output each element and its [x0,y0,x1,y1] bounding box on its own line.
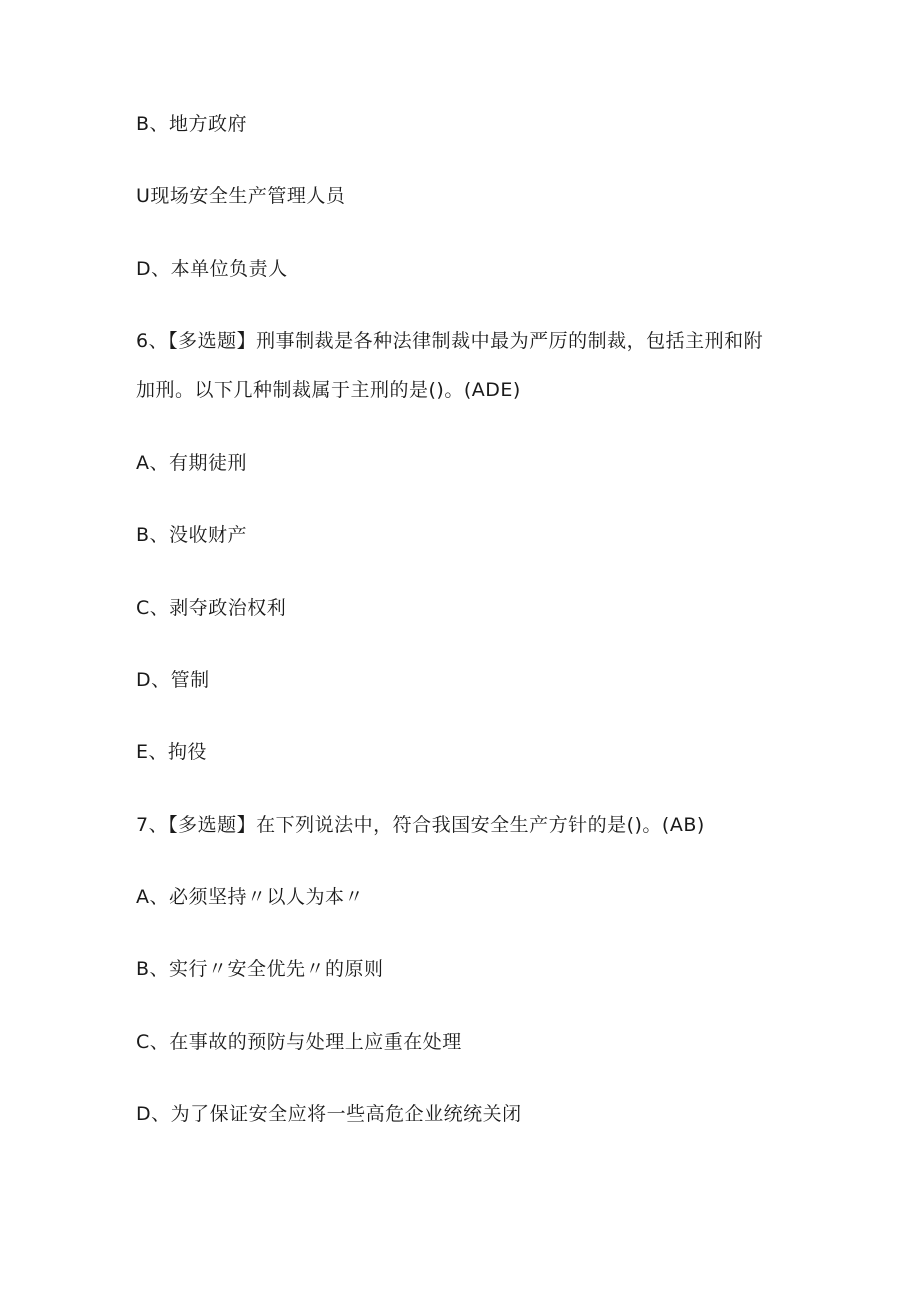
q5-option-c: U现场安全生产管理人员 [136,185,346,207]
q6-option-c: C、剥夺政治权利 [136,597,287,619]
q7-option-c: C、在事故的预防与处理上应重在处理 [136,1031,462,1053]
q5-option-d: D、本单位负责人 [136,258,288,280]
q6-option-b: B、没收财产 [136,524,248,546]
q7-option-d: D、为了保证安全应将一些高危企业统统关闭 [136,1103,522,1125]
q6-option-d: D、管制 [136,669,210,691]
q7-option-a: A、必须坚持〃以人为本〃 [136,886,364,908]
q7-option-b: B、实行〃安全优先〃的原则 [136,958,384,980]
q5-option-b: B、地方政府 [136,113,248,135]
q6-stem: 6、【多选题】刑事制裁是各种法律制裁中最为严厉的制裁，包括主刑和附加刑。以下几种制裁属于主刑的是()。(ADE) [136,330,764,401]
q7-stem: 7、【多选题】在下列说法中，符合我国安全生产方针的是()。(AB) [136,814,705,836]
q6-option-e: E、拘役 [136,741,208,763]
q6-option-a: A、有期徒刑 [136,452,247,474]
